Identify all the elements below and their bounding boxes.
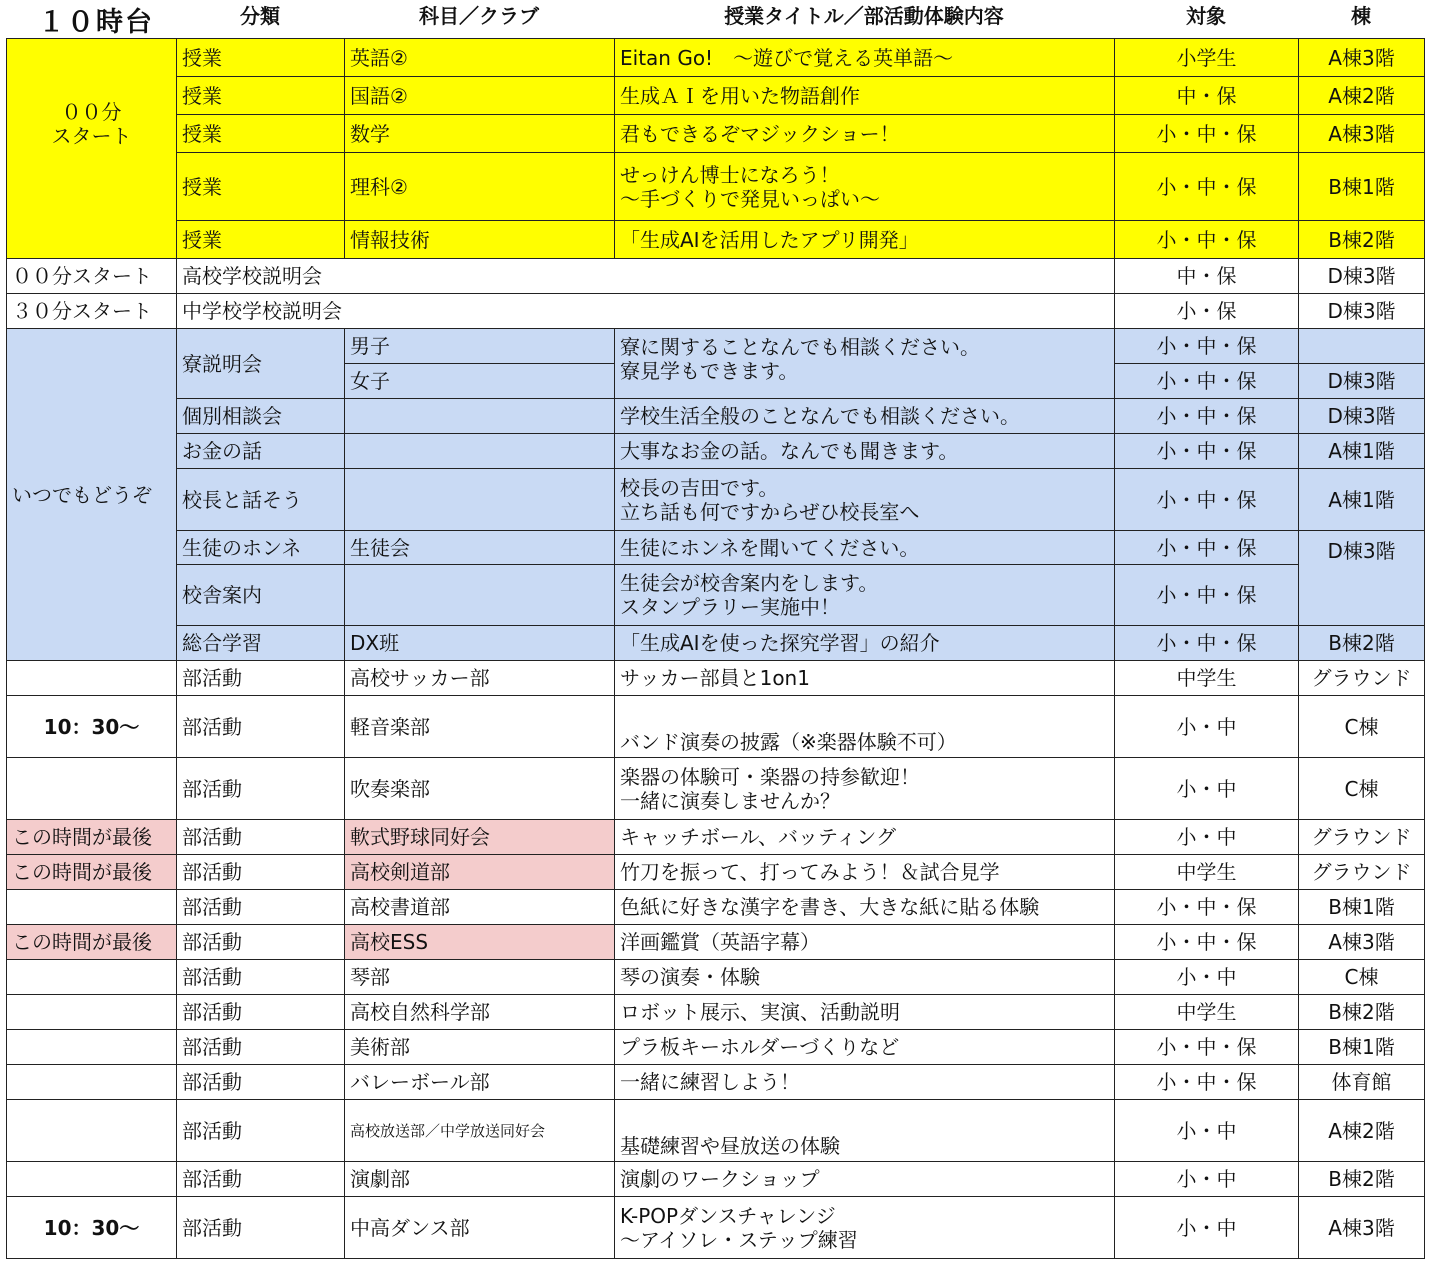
- building-cell: B棟1階: [1299, 890, 1425, 925]
- category-cell: 部活動: [177, 855, 345, 890]
- table-row: [7, 115, 1425, 153]
- subject-cell: 演劇部: [345, 1162, 615, 1197]
- building-cell: A棟1階: [1299, 469, 1425, 531]
- building-cell: D棟3階: [1299, 364, 1425, 399]
- content-cell: キャッチボール、バッティング: [615, 820, 1115, 855]
- building-cell: A棟2階: [1299, 77, 1425, 115]
- header-content: 授業タイトル／部活動体験内容: [724, 4, 1004, 28]
- building-cell: A棟3階: [1299, 1197, 1425, 1259]
- time-cell: ００分 スタート: [7, 39, 177, 259]
- table-row: [7, 39, 1425, 77]
- time-cell: ３０分スタート: [7, 294, 177, 329]
- table-row: [7, 329, 1425, 364]
- category-cell: 総合学習: [177, 626, 345, 661]
- category-cell: 部活動: [177, 925, 345, 960]
- table-row: [7, 820, 1425, 855]
- building-cell: C棟: [1299, 960, 1425, 995]
- category-cell: 授業: [177, 221, 345, 259]
- category-cell: 部活動: [177, 696, 345, 758]
- category-cell: 寮説明会: [177, 329, 345, 399]
- table-row: [7, 995, 1425, 1030]
- table-row: [7, 1065, 1425, 1100]
- category-cell: 校舎案内: [177, 565, 345, 626]
- target-cell: 小・中: [1115, 960, 1299, 995]
- content-cell: 生徒にホンネを聞いてください。: [615, 531, 1115, 565]
- table-row: [7, 890, 1425, 925]
- subject-cell: 生徒会: [345, 531, 615, 565]
- content-cell: 洋画鑑賞（英語字幕）: [615, 925, 1115, 960]
- subject-cell: 高校サッカー部: [345, 661, 615, 696]
- table-row: [7, 925, 1425, 960]
- content-cell: 楽器の体験可・楽器の持参歓迎！ 一緒に演奏しませんか？: [615, 758, 1115, 820]
- content-cell: 一緒に練習しよう！: [615, 1065, 1115, 1100]
- target-cell: 小・中: [1115, 1162, 1299, 1197]
- category-cell: 部活動: [177, 820, 345, 855]
- table-row: [7, 1162, 1425, 1197]
- target-cell: 小・中・保: [1115, 1030, 1299, 1065]
- time-cell: [7, 890, 177, 925]
- content-cell: 学校生活全般のことなんでも相談ください。: [615, 399, 1115, 434]
- header-category: 分類: [240, 4, 280, 28]
- target-cell: 小・中・保: [1115, 626, 1299, 661]
- subject-cell: 情報技術: [345, 221, 615, 259]
- category-cell: お金の話: [177, 434, 345, 469]
- target-cell: 小・中: [1115, 820, 1299, 855]
- table-row: [7, 1030, 1425, 1065]
- building-cell: [1299, 329, 1425, 364]
- category-cell: 部活動: [177, 960, 345, 995]
- subject-cell: 軽音楽部: [345, 696, 615, 758]
- target-cell: 小・中・保: [1115, 221, 1299, 259]
- subject-cell: [345, 565, 615, 626]
- building-cell: A棟2階: [1299, 1100, 1425, 1162]
- building-cell: D棟3階: [1299, 259, 1425, 294]
- target-cell: 小・中・保: [1115, 531, 1299, 565]
- subject-cell: 国語②: [345, 77, 615, 115]
- time-cell: [7, 1162, 177, 1197]
- subject-cell: [345, 434, 615, 469]
- table-row: [7, 77, 1425, 115]
- content-cell: ロボット展示、実演、活動説明: [615, 995, 1115, 1030]
- building-cell: グラウンド: [1299, 820, 1425, 855]
- subject-cell: 女子: [345, 364, 615, 399]
- category-cell: 授業: [177, 153, 345, 221]
- subject-cell: 英語②: [345, 39, 615, 77]
- target-cell: 小・中・保: [1115, 925, 1299, 960]
- time-cell: この時間が最後: [7, 925, 177, 960]
- subject-cell: 中高ダンス部: [345, 1197, 615, 1259]
- target-cell: 小・中・保: [1115, 890, 1299, 925]
- content-cell: Eitan Go! ～遊びで覚える英単語～: [615, 39, 1115, 77]
- content-cell: サッカー部員と1on1: [615, 661, 1115, 696]
- time-cell: [7, 1030, 177, 1065]
- target-cell: 小・中: [1115, 1197, 1299, 1259]
- building-cell: B棟1階: [1299, 1030, 1425, 1065]
- table-row: [7, 469, 1425, 531]
- target-cell: 小・中・保: [1115, 1065, 1299, 1100]
- page-title: １０時台: [38, 7, 154, 38]
- building-cell: B棟2階: [1299, 995, 1425, 1030]
- subject-cell: 数学: [345, 115, 615, 153]
- target-cell: 小・保: [1115, 294, 1299, 329]
- building-cell: D棟3階: [1299, 531, 1425, 626]
- time-cell: ００分スタート: [7, 259, 177, 294]
- time-cell: この時間が最後: [7, 820, 177, 855]
- category-cell: 部活動: [177, 1065, 345, 1100]
- subject-cell: 高校自然科学部: [345, 995, 615, 1030]
- table-row: [7, 1197, 1425, 1259]
- briefing-name-cell: 中学校学校説明会: [177, 294, 1115, 329]
- target-cell: 小学生: [1115, 39, 1299, 77]
- building-cell: A棟3階: [1299, 39, 1425, 77]
- target-cell: 中学生: [1115, 855, 1299, 890]
- content-cell: 校長の吉田です。 立ち話も何ですからぜひ校長室へ: [615, 469, 1115, 531]
- table-row: [7, 531, 1425, 565]
- target-cell: 小・中・保: [1115, 565, 1299, 626]
- subject-cell: DX班: [345, 626, 615, 661]
- time-cell: この時間が最後: [7, 855, 177, 890]
- subject-cell: 美術部: [345, 1030, 615, 1065]
- category-cell: 部活動: [177, 1100, 345, 1162]
- content-cell: 生徒会が校舎案内をします。 スタンプラリー実施中！: [615, 565, 1115, 626]
- building-cell: C棟: [1299, 696, 1425, 758]
- subject-cell: 高校剣道部: [345, 855, 615, 890]
- building-cell: B棟2階: [1299, 626, 1425, 661]
- table-row: [7, 221, 1425, 259]
- header-subject: 科目／クラブ: [419, 4, 539, 28]
- table-row: [7, 960, 1425, 995]
- building-cell: D棟3階: [1299, 399, 1425, 434]
- building-cell: B棟2階: [1299, 221, 1425, 259]
- category-cell: 授業: [177, 115, 345, 153]
- category-cell: 授業: [177, 39, 345, 77]
- content-cell: K-POPダンスチャレンジ ～アイソレ・ステップ練習: [615, 1197, 1115, 1259]
- time-cell: 10：30～: [7, 696, 177, 758]
- target-cell: 小・中・保: [1115, 329, 1299, 364]
- category-cell: 部活動: [177, 758, 345, 820]
- target-cell: 中学生: [1115, 995, 1299, 1030]
- subject-cell: バレーボール部: [345, 1065, 615, 1100]
- content-cell: 竹刀を振って、打ってみよう！＆試合見学: [615, 855, 1115, 890]
- target-cell: 中・保: [1115, 77, 1299, 115]
- content-cell: プラ板キーホルダーづくりなど: [615, 1030, 1115, 1065]
- table-row: [7, 294, 1425, 329]
- building-cell: D棟3階: [1299, 294, 1425, 329]
- target-cell: 小・中・保: [1115, 364, 1299, 399]
- target-cell: 小・中・保: [1115, 153, 1299, 221]
- building-cell: B棟1階: [1299, 153, 1425, 221]
- building-cell: C棟: [1299, 758, 1425, 820]
- content-cell: 生成ＡＩを用いた物語創作: [615, 77, 1115, 115]
- building-cell: 体育館: [1299, 1065, 1425, 1100]
- category-cell: 部活動: [177, 1030, 345, 1065]
- subject-cell: 琴部: [345, 960, 615, 995]
- time-cell: いつでもどうぞ: [7, 329, 177, 661]
- content-cell: 君もできるぞマジックショー！: [615, 115, 1115, 153]
- building-cell: グラウンド: [1299, 855, 1425, 890]
- subject-cell: 男子: [345, 329, 615, 364]
- content-cell: 寮に関することなんでも相談ください。 寮見学もできます。: [615, 329, 1115, 399]
- content-cell: 琴の演奏・体験: [615, 960, 1115, 995]
- target-cell: 小・中: [1115, 1100, 1299, 1162]
- category-cell: 部活動: [177, 1197, 345, 1259]
- subject-cell: [345, 399, 615, 434]
- content-cell: バンド演奏の披露（※楽器体験不可）: [615, 696, 1115, 758]
- target-cell: 小・中・保: [1115, 399, 1299, 434]
- building-cell: グラウンド: [1299, 661, 1425, 696]
- subject-cell: 軟式野球同好会: [345, 820, 615, 855]
- category-cell: 部活動: [177, 995, 345, 1030]
- table-row: [7, 565, 1425, 626]
- time-cell: [7, 1065, 177, 1100]
- building-cell: A棟1階: [1299, 434, 1425, 469]
- table-row: [7, 696, 1425, 758]
- target-cell: 小・中・保: [1115, 115, 1299, 153]
- table-row: [7, 626, 1425, 661]
- building-cell: B棟2階: [1299, 1162, 1425, 1197]
- header-target: 対象: [1186, 4, 1226, 28]
- content-cell: せっけん博士になろう！ ～手づくりで発見いっぱい～: [615, 153, 1115, 221]
- subject-cell: 高校書道部: [345, 890, 615, 925]
- building-cell: A棟3階: [1299, 115, 1425, 153]
- time-cell: [7, 960, 177, 995]
- content-cell: 演劇のワークショップ: [615, 1162, 1115, 1197]
- category-cell: 授業: [177, 77, 345, 115]
- category-cell: 個別相談会: [177, 399, 345, 434]
- content-cell: 大事なお金の話。なんでも聞きます。: [615, 434, 1115, 469]
- time-cell: [7, 995, 177, 1030]
- header-building: 棟: [1351, 4, 1371, 28]
- time-cell: [7, 661, 177, 696]
- category-cell: 部活動: [177, 661, 345, 696]
- content-cell: 色紙に好きな漢字を書き、大きな紙に貼る体験: [615, 890, 1115, 925]
- category-cell: 部活動: [177, 1162, 345, 1197]
- table-row: [7, 399, 1425, 434]
- table-row: [7, 1100, 1425, 1162]
- subject-cell: 吹奏楽部: [345, 758, 615, 820]
- content-cell: 「生成AIを使った探究学習」の紹介: [615, 626, 1115, 661]
- table-row: [7, 259, 1425, 294]
- target-cell: 小・中: [1115, 758, 1299, 820]
- subject-cell: [345, 469, 615, 531]
- target-cell: 小・中: [1115, 696, 1299, 758]
- time-cell: [7, 758, 177, 820]
- category-cell: 生徒のホンネ: [177, 531, 345, 565]
- table-row: [7, 855, 1425, 890]
- subject-cell: 理科②: [345, 153, 615, 221]
- time-cell: 10：30～: [7, 1197, 177, 1259]
- schedule-table: [6, 38, 1425, 1259]
- time-cell: [7, 1100, 177, 1162]
- building-cell: A棟3階: [1299, 925, 1425, 960]
- table-row: [7, 758, 1425, 820]
- briefing-name-cell: 高校学校説明会: [177, 259, 1115, 294]
- content-cell: 基礎練習や昼放送の体験: [615, 1100, 1115, 1162]
- table-row: [7, 434, 1425, 469]
- category-cell: 部活動: [177, 890, 345, 925]
- subject-cell: 高校ESS: [345, 925, 615, 960]
- category-cell: 校長と話そう: [177, 469, 345, 531]
- target-cell: 小・中・保: [1115, 434, 1299, 469]
- target-cell: 小・中・保: [1115, 469, 1299, 531]
- table-row: [7, 153, 1425, 221]
- target-cell: 中学生: [1115, 661, 1299, 696]
- subject-cell: 高校放送部／中学放送同好会: [345, 1100, 615, 1162]
- content-cell: 「生成AIを活用したアプリ開発」: [615, 221, 1115, 259]
- target-cell: 中・保: [1115, 259, 1299, 294]
- table-row: [7, 661, 1425, 696]
